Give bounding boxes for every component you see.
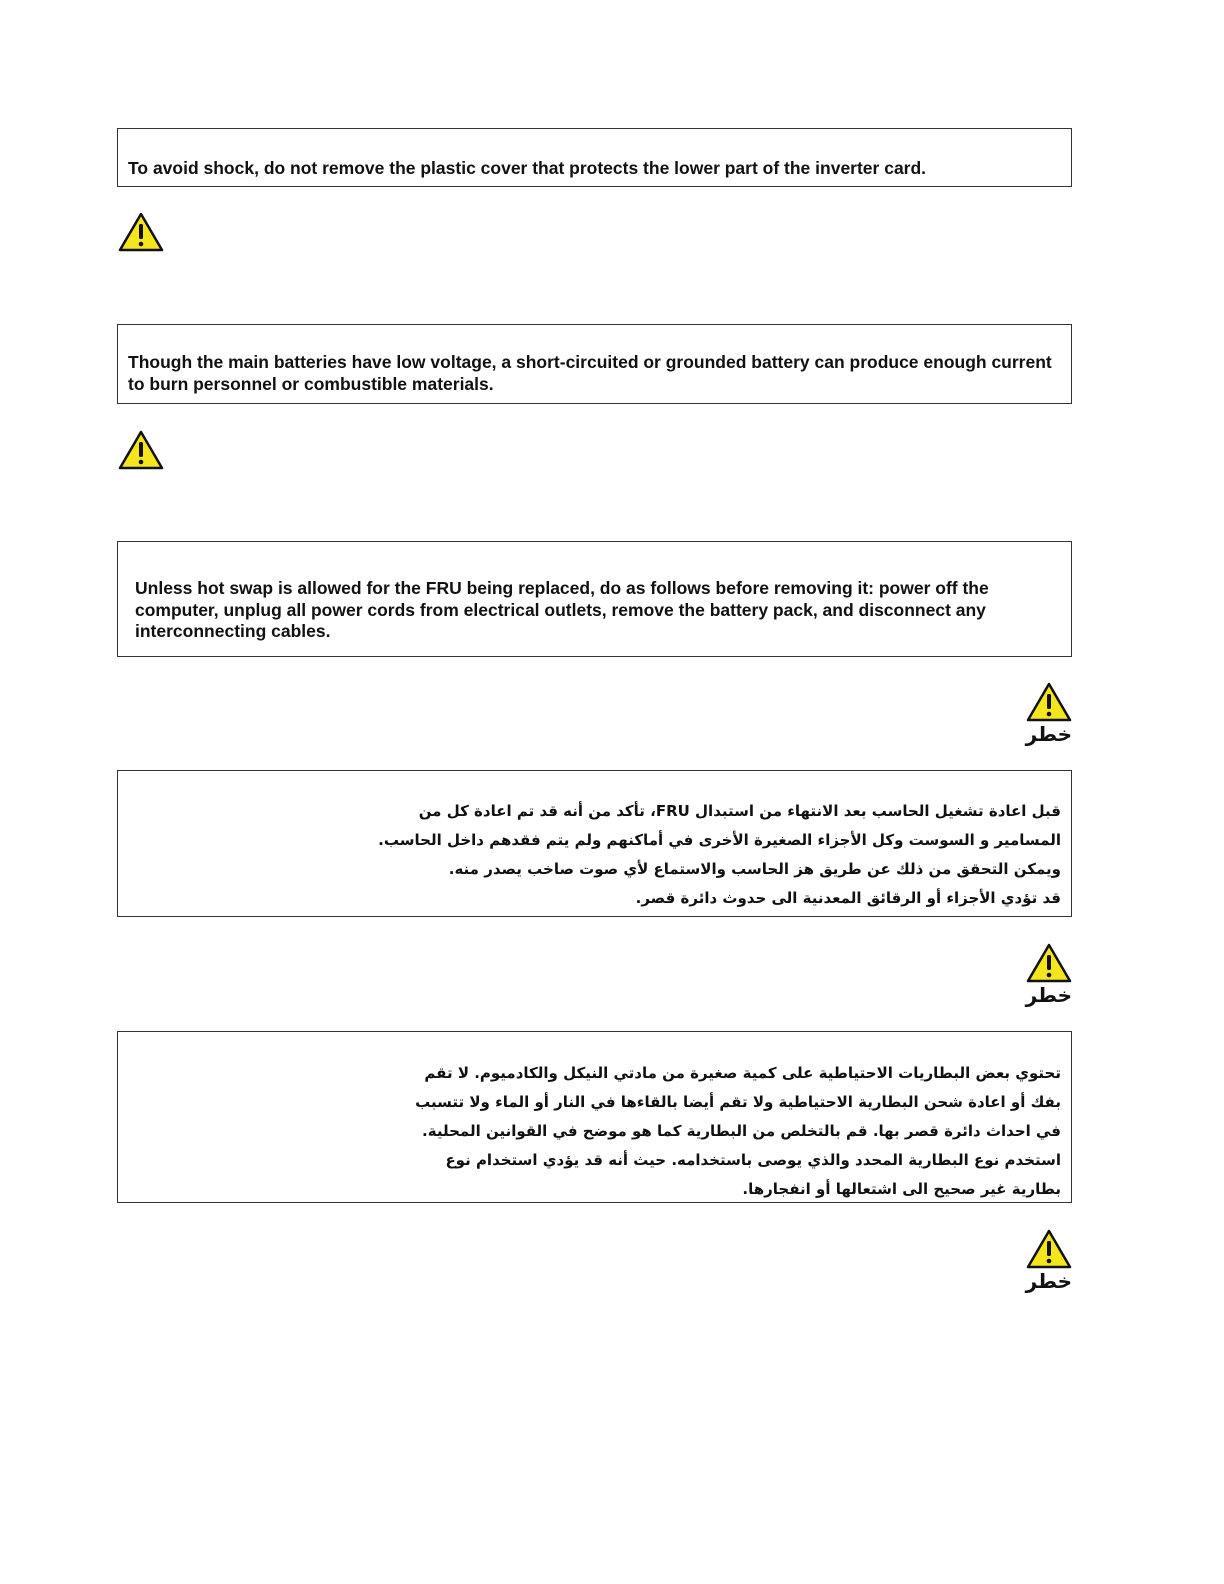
- arabic-line: ويمكن التحقق من ذلك عن طريق هز الحاسب والاستماع لأي صوت صاخب يصدر منه.: [448, 860, 1061, 878]
- danger-icon: [1026, 681, 1072, 723]
- arabic-line: المسامير و السوست وكل الأجزاء الصغيرة الأخرى في أماكنهم ولم يتم فقدهم داخل الحاسب.: [378, 831, 1061, 849]
- arabic-line: بفك أو اعادة شحن البطارية الاحتياطية ولا تقم أيضا بالقاءها في النار أو الماء ولا تتسبب: [415, 1093, 1061, 1111]
- arabic-line: في احداث دائرة قصر بها. قم بالتخلص من البطارية كما هو موضح في القوانين المحلية.: [422, 1122, 1061, 1140]
- arabic-line: قد تؤدي الأجزاء أو الرقائق المعدنية الى حدوث دائرة قصر.: [635, 889, 1061, 907]
- danger-label: خطر: [1025, 722, 1072, 746]
- caution-icon: [118, 429, 164, 471]
- danger-label: خطر: [1025, 983, 1072, 1007]
- arabic-line: بطارية غير صحيح الى اشتعالها أو انفجارها.: [742, 1180, 1061, 1198]
- notice-box-shock: [117, 128, 1072, 187]
- arabic-line: تحتوي بعض البطاريات الاحتياطية على كمية صغيرة من مادتي النيكل والكادميوم. لا تقم: [424, 1064, 1061, 1082]
- danger-icon: [1026, 1228, 1072, 1270]
- arabic-line: استخدم نوع البطارية المحدد والذي يوصى باستخدامه. حيث أنه قد يؤدي استخدام نوع: [445, 1151, 1061, 1169]
- notice-text: Though the main batteries have low voltage, a short-circuited or grounded battery can produce enough current to burn personnel or combustible materials.: [128, 352, 1052, 394]
- danger-icon: [1026, 942, 1072, 984]
- arabic-notice-box-backup-battery: [117, 1031, 1072, 1203]
- danger-label: خطر: [1025, 1269, 1072, 1293]
- notice-text: Unless hot swap is allowed for the FRU being replaced, do as follows before removing it: power off the computer, unplug all power cords from electrical outlets, remove the battery pack, and disconnect any interconnecting cables.: [135, 578, 989, 641]
- notice-box-hot-swap: [117, 541, 1072, 657]
- notice-text: To avoid shock, do not remove the plastic cover that protects the lower part of the inverter card.: [128, 158, 927, 178]
- caution-icon: [118, 211, 164, 253]
- arabic-line: قبل اعادة تشغيل الحاسب بعد الانتهاء من استبدال FRU، تأكد من أنه قد تم اعادة كل من: [418, 802, 1061, 820]
- arabic-notice-box-fru: [117, 770, 1072, 917]
- notice-box-battery-current: [117, 324, 1072, 404]
